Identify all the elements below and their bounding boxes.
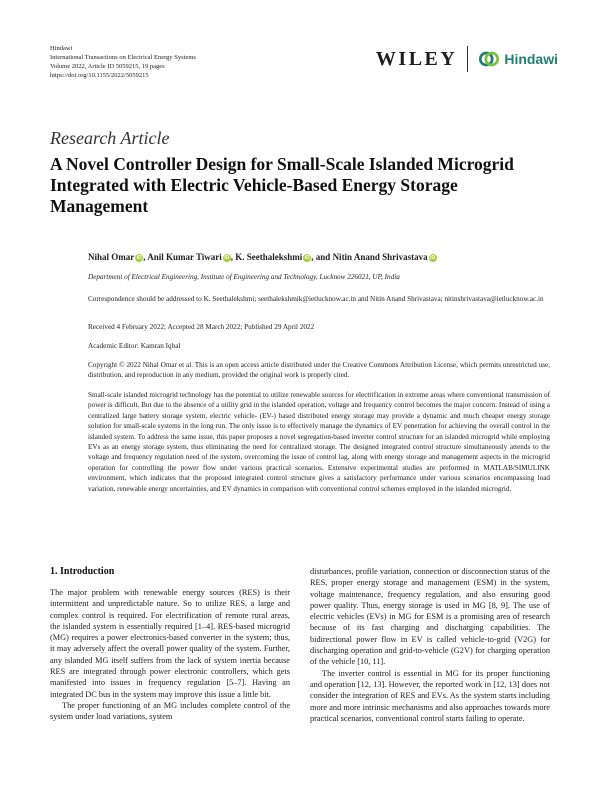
author-list	[88, 252, 437, 262]
paragraph: The major problem with renewable energy sources (RES) is their intermittent and unpredictable nature. So to utilize RES, a large and complex control is required. For electrification of remote rural areas, the islanded system is essentially required [1–4]. RES-based microgrid (MG) requires a power electronics-based converter in the system; thus, it may adversely affect the overall power quality of the system. Further, any islanded MG itself suffers from the lack of system inertia because RES are integrated through power electronic controllers, which gets manifested into issues in frequency regulation [5–7]. Having an integrated DC bus in the system may improve this issue a little bit.	[50, 588, 290, 699]
journal-name: International Transactions on Electrical Energy Systems	[50, 54, 196, 61]
doi-link[interactable]: https://doi.org/10.1155/2022/5059215	[50, 72, 149, 79]
academic-editor: Academic Editor: Kamran Iqbal	[88, 342, 181, 350]
left-column	[50, 587, 290, 723]
publication-dates: Received 4 February 2022; Accepted 28 March 2022; Published 29 April 2022	[88, 323, 315, 331]
article-type: Research Article	[50, 128, 170, 148]
wiley-logo: WILEY	[375, 47, 458, 70]
logo-divider	[467, 46, 468, 72]
correspondence: Correspondence should be addressed to K. Seethalekshmi; seethalekshmik@ietlucknow.ac.in and Nitin Anand Shrivastava; nitinshrivastava@ietlucknow.ac.in	[88, 295, 544, 303]
volume-info: Volume 2022, Article ID 5059215, 19 pages	[50, 63, 165, 70]
paragraph: The proper functioning of an MG includes complete control of the system under load variations, system	[50, 700, 290, 722]
abstract: Small-scale islanded microgrid technology has the potential to utilize renewable sources for electrification in extreme areas where conventional transmission of power is difficult. But due to the absence of a utility grid in the islanded operation, voltage and frequency control becomes the major concern. Instead of using a centralized large battery storage system, electric vehicle- (EV-) based distributed energy storage may provide a dynamic and much cheaper energy storage solution for small-scale systems in the long run. The only issue is to effectively manage the dynamics of EV penetration for achieving the overall control in the islanded system. To address the same issue, this paper proposes a novel segregation-based inverter control structure for an islanded microgrid while employing EVs as an energy storage system, thus eliminating the need for centralized storage. The designed integrated control structure simultaneously attends to the voltage and frequency regulation need of the system, overcoming the issue of control lag, along with energy storage and management aspects in the microgrid operation for controlling the power flow under various practical scenarios. Extensive experimental studies are performed in MATLAB/SIMULINK environment, which indicates that the proposed integrated control structure gives a satisfactory performance under various scenarios encompassing load variation, renewable energy uncertainties, and EV dynamics in comparison with conventional control schemes employed in the islanded microgrid.	[88, 391, 550, 493]
paragraph: disturbances, profile variation, connection or disconnection status of the RES, proper energy storage and management (ESM) in the system, voltage maintenance, frequency regulation, and also ensuring good power quality. Thus, energy storage is used in MG [8, 9]. The use of electric vehicles (EVs) in MG for ESM is a promising area of research because of its fast charging and discharging capabilities. The bidirectional power flow in EV is called vehicle-to-grid (V2G) for discharging operation and grid-to-vehicle (G2V) for charging operation of the vehicle [10, 11].	[310, 567, 550, 667]
paper-title: A Novel Controller Design for Small-Scale Islanded Microgrid Integrated with Electric Vehicle-Based Energy Storage Management	[50, 154, 514, 216]
publisher-logos	[376, 46, 558, 72]
orcid-icon[interactable]: iD	[430, 255, 436, 261]
right-column	[310, 566, 550, 724]
author-separator: ,	[143, 252, 148, 262]
orcid-icon[interactable]: iD	[304, 255, 310, 261]
author-separator: ,	[230, 252, 236, 262]
copyright-notice: Copyright © 2022 Nihal Omar et al. This is an open access article distributed under the Creative Commons Attribution License, which permits unrestricted use, distribution, and reproduction in any medium, provided the original work is properly cited.	[88, 361, 550, 379]
orcid-icon[interactable]: iD	[136, 255, 142, 261]
author-name: K. Seethalekshmi	[235, 252, 303, 262]
author-name: Anil Kumar Tiwari	[147, 252, 222, 262]
author-name: Nihal Omar	[88, 252, 135, 262]
author-name: Nitin Anand Shrivastava	[332, 252, 428, 262]
author-separator: , and	[311, 252, 333, 262]
hindawi-logo-icon	[478, 48, 500, 70]
publisher-name: Hindawi	[50, 45, 73, 52]
journal-info	[50, 44, 196, 80]
section-heading: 1. Introduction	[50, 566, 115, 577]
hindawi-logo-text: Hindawi	[504, 51, 558, 67]
paragraph: The inverter control is essential in MG for its proper functioning and operation [12, 13]. However, the reported work in [12, 13] does not consider the integration of RES and EVs. As the system starts including more and more intrinsic mechanisms and also approaches towards more practical scenarios, conventional control starts failing to operate.	[310, 668, 550, 723]
orcid-icon[interactable]: iD	[224, 255, 230, 261]
affiliation: Department of Electrical Engineering, Institute of Engineering and Technology, Lucknow 226021, UP, India	[88, 273, 400, 281]
